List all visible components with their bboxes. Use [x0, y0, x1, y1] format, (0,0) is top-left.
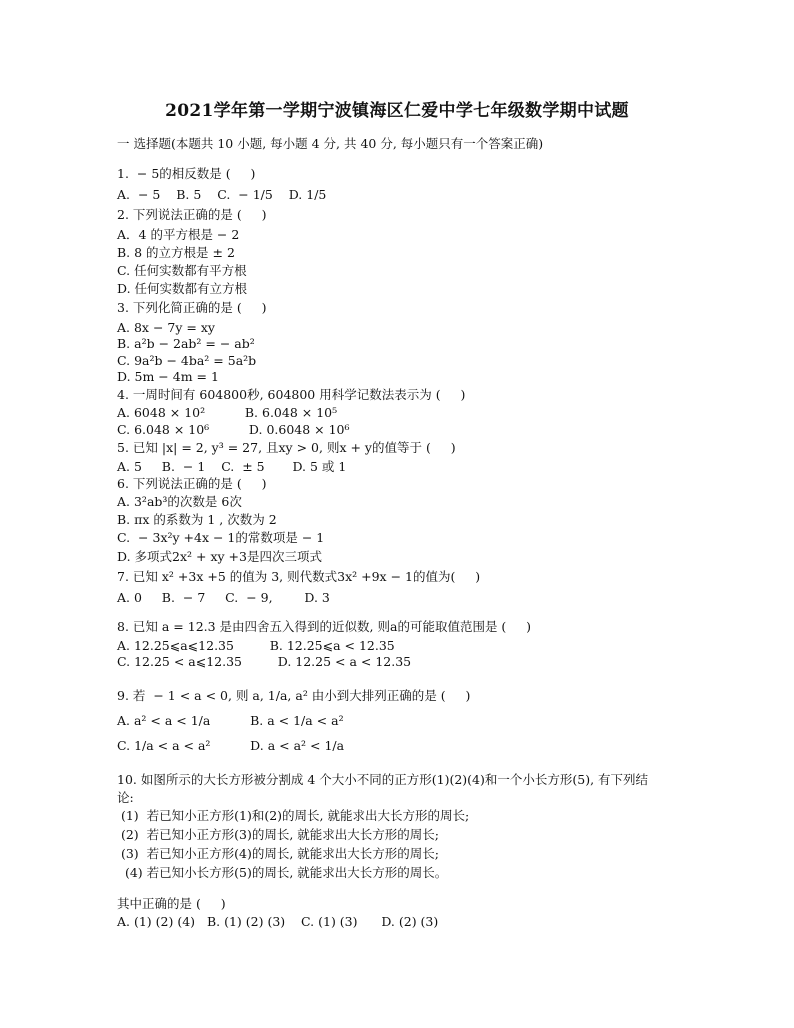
question-stem: 10. 如图所示的大长方形被分割成 4 个大小不同的正方形(1)(2)(4)和一个小长方形(5), 有下列结	[117, 772, 649, 787]
question-option: A. 6048 × 10² B. 6.048 × 10⁵	[117, 405, 338, 420]
question-stem: 8. 已知 a = 12.3 是由四舍五入得到的近似数, 则a的可能取值范围是 ( )	[117, 619, 532, 634]
question-prompt: 其中正确的是 ( )	[117, 896, 226, 911]
question-option: C. 任何实数都有平方根	[117, 263, 247, 278]
question-option: D. 多项式2x² + xy +3是四次三项式	[117, 549, 322, 564]
question-option: (1) 若已知小正方形(1)和(2)的周长, 就能求出大长方形的周长;	[117, 808, 470, 823]
question-stem: 7. 已知 x² +3x +5 的值为 3, 则代数式3x² +9x − 1的值为( )	[117, 569, 481, 584]
question-option: A．4 的平方根是 − 2	[117, 227, 240, 242]
question-option: B. πx 的系数为 1 , 次数为 2	[117, 512, 277, 527]
page-title: 2021学年第一学期宁波镇海区仁爱中学七年级数学期中试题	[165, 101, 629, 121]
question-option: (4) 若已知小长方形(5)的周长, 就能求出大长方形的周长。	[117, 865, 448, 880]
question-stem: 4. 一周时间有 604800秒, 604800 用科学记数法表示为 ( )	[117, 387, 466, 402]
section-heading: 一 选择题(本题共 10 小题, 每小题 4 分, 共 40 分, 每小题只有一个答案正确)	[117, 136, 544, 151]
question-option: C. 6.048 × 10⁶ D. 0.6048 × 10⁶	[117, 422, 350, 437]
question-option: 论:	[117, 790, 134, 805]
question-option: A. 12.25⩽a⩽12.35 B. 12.25⩽a < 12.35	[117, 638, 395, 653]
question-stem: 9. 若 − 1 < a < 0, 则 a, 1/a, a² 由小到大排列正确的是 ( )	[117, 688, 471, 703]
question-option: A. 5 B. − 1 C. ± 5 D. 5 或 1	[117, 459, 347, 474]
question-stem: 2. 下列说法正确的是 ( )	[117, 207, 267, 222]
question-option: (3) 若已知小正方形(4)的周长, 就能求出大长方形的周长;	[117, 846, 439, 861]
question-stem: 5. 已知 |x| = 2, y³ = 27, 且xy > 0, 则x + y的值等于 ( )	[117, 440, 456, 455]
question-option: A. 3²ab³的次数是 6次	[117, 494, 242, 509]
question-option: D. 5m − 4m = 1	[117, 369, 219, 384]
question-stem: 1. − 5的相反数是 ( )	[117, 166, 256, 181]
question-option: (2) 若已知小正方形(3)的周长, 就能求出大长方形的周长;	[117, 827, 439, 842]
question-option: B. a²b − 2ab² = − ab²	[117, 336, 255, 351]
question-options: A. − 5 B. 5 C. − 1/5 D. 1/5	[117, 187, 327, 202]
question-option: A. 0 B. − 7 C. − 9, D. 3	[117, 590, 330, 605]
question-stem: 3. 下列化简正确的是 ( )	[117, 300, 267, 315]
question-option: A. a² < a < 1/a B. a < 1/a < a²	[117, 713, 344, 728]
question-stem: 6. 下列说法正确的是 ( )	[117, 476, 267, 491]
question-option: D. 任何实数都有立方根	[117, 281, 248, 296]
question-option: C. 12.25 < a⩽12.35 D. 12.25 < a < 12.35	[117, 654, 412, 669]
question-option: C. 9a²b − 4ba² = 5a²b	[117, 353, 257, 368]
question-option: A. (1) (2) (4) B. (1) (2) (3) C. (1) (3) D. (2) (3)	[117, 914, 439, 929]
question-option: A. 8x − 7y = xy	[117, 320, 215, 335]
question-option: C. 1/a < a < a² D. a < a² < 1/a	[117, 738, 345, 753]
question-option: B. 8 的立方根是 ± 2	[117, 245, 235, 260]
question-option: C. − 3x²y +4x − 1的常数项是 − 1	[117, 530, 325, 545]
